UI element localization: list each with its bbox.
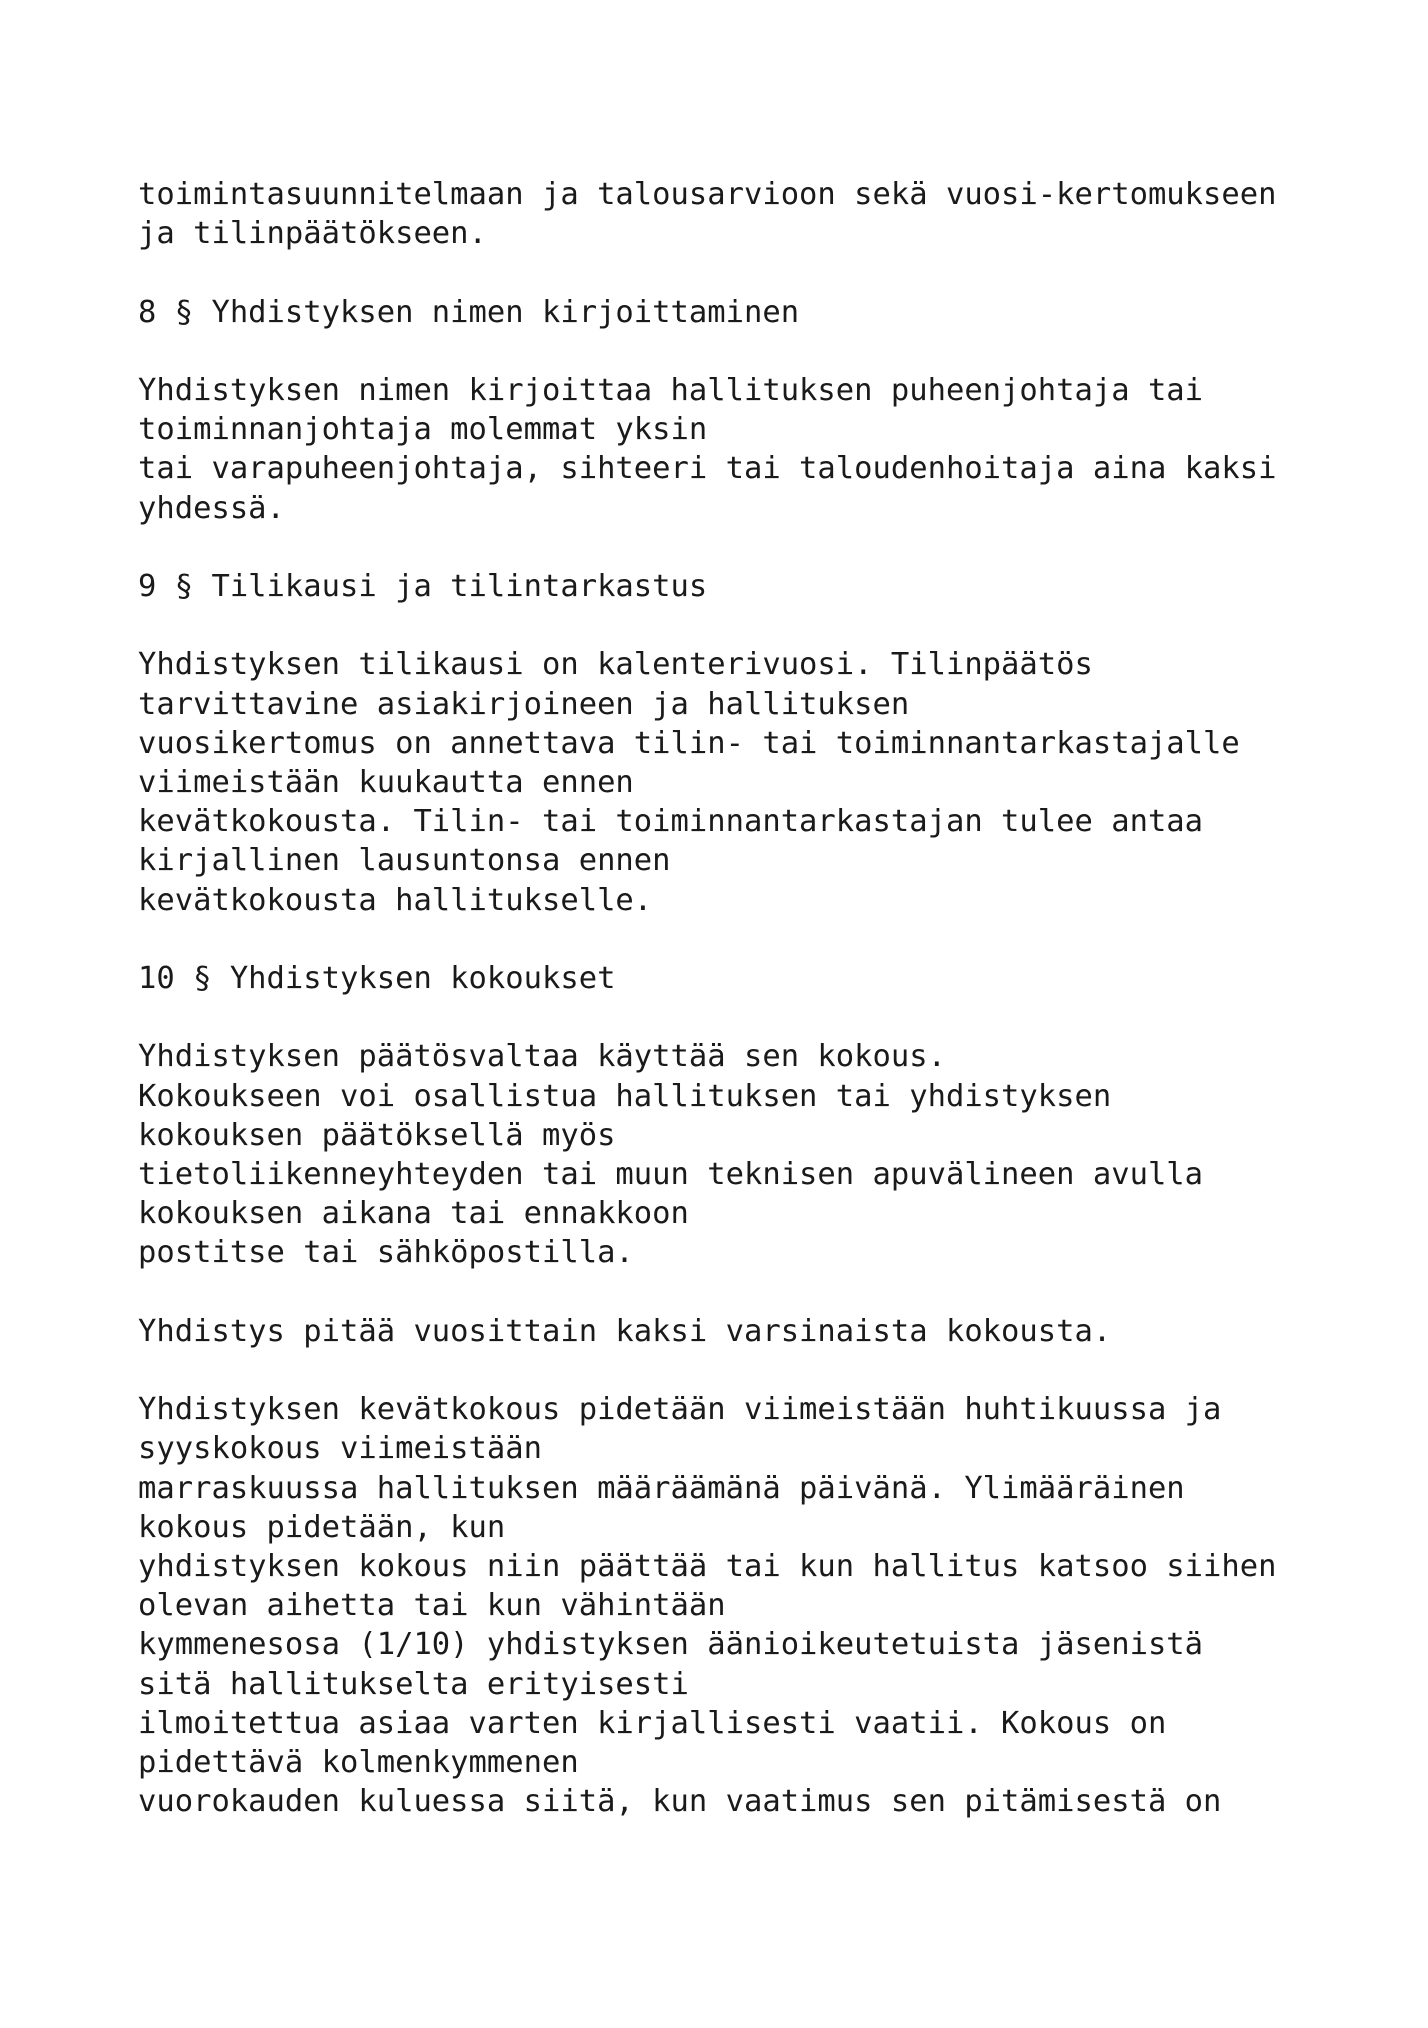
text-line: ilmoitettua asiaa varten kirjallisesti vaatii. Kokous on xyxy=(138,1705,1167,1741)
text-line: vuosikertomus on annettava tilin- tai toiminnantarkastajalle xyxy=(138,725,1240,761)
text-line: Yhdistyksen tilikausi on kalenterivuosi. Tilinpäätös xyxy=(138,647,1093,683)
heading-text: 9 § Tilikausi ja tilintarkastus xyxy=(138,568,708,604)
paragraph xyxy=(138,1390,1338,1821)
text-line: tai varapuheenjohtaja, sihteeri tai taloudenhoitaja aina kaksi xyxy=(138,451,1277,487)
paragraph xyxy=(138,1037,1338,1272)
text-line: marraskuussa hallituksen määräämänä päivänä. Ylimääräinen xyxy=(138,1470,1185,1506)
text-line: toiminnanjohtaja molemmat yksin xyxy=(138,412,708,448)
text-line: Yhdistyksen nimen kirjoittaa hallituksen puheenjohtaja tai xyxy=(138,372,1204,408)
paragraph xyxy=(138,1312,1338,1351)
text-line: kokouksen päätöksellä myös xyxy=(138,1117,616,1153)
document-page xyxy=(138,175,1338,1861)
heading-text: 10 § Yhdistyksen kokoukset xyxy=(138,960,616,996)
text-line: yhdistyksen kokous niin päättää tai kun hallitus katsoo siihen xyxy=(138,1548,1277,1584)
text-line: Kokoukseen voi osallistua hallituksen tai yhdistyksen xyxy=(138,1078,1112,1114)
text-line: ja tilinpäätökseen. xyxy=(138,216,487,252)
section-heading-9 xyxy=(138,567,1338,606)
paragraph xyxy=(138,645,1338,919)
text-line: Yhdistys pitää vuosittain kaksi varsinaista kokousta. xyxy=(138,1313,1112,1349)
text-line: Yhdistyksen päätösvaltaa käyttää sen kokous. xyxy=(138,1039,946,1075)
text-line: kymmenesosa (1/10) yhdistyksen äänioikeutetuista jäsenistä xyxy=(138,1627,1204,1663)
text-line: tarvittavine asiakirjoineen ja hallituksen xyxy=(138,686,910,722)
text-line: yhdessä. xyxy=(138,490,285,526)
section-heading-8 xyxy=(138,293,1338,332)
text-line: Yhdistyksen kevätkokous pidetään viimeistään huhtikuussa ja xyxy=(138,1392,1222,1428)
text-line: viimeistään kuukautta ennen xyxy=(138,764,634,800)
text-line: toimintasuunnitelmaan ja talousarvioon sekä vuosi-kertomukseen xyxy=(138,177,1277,212)
text-line: kirjallinen lausuntonsa ennen xyxy=(138,843,671,879)
text-line: syyskokous viimeistään xyxy=(138,1431,542,1467)
paragraph xyxy=(138,175,1338,253)
text-line: sitä hallitukselta erityisesti xyxy=(138,1666,689,1702)
text-line: postitse tai sähköpostilla. xyxy=(138,1235,634,1271)
text-line: pidettävä kolmenkymmenen xyxy=(138,1745,579,1780)
heading-text: 8 § Yhdistyksen nimen kirjoittaminen xyxy=(138,294,800,330)
text-line: kokouksen aikana tai ennakkoon xyxy=(138,1196,689,1232)
text-line: olevan aihetta tai kun vähintään xyxy=(138,1588,726,1624)
section-heading-10 xyxy=(138,959,1338,998)
text-line: kevätkokousta hallitukselle. xyxy=(138,882,653,918)
text-line: tietoliikenneyhteyden tai muun teknisen apuvälineen avulla xyxy=(138,1156,1204,1192)
text-line: vuorokauden kuluessa siitä, kun vaatimus sen pitämisestä on xyxy=(138,1784,1222,1820)
paragraph xyxy=(138,371,1338,528)
text-line: kevätkokousta. Tilin- tai toiminnantarkastajan tulee antaa xyxy=(138,804,1204,840)
text-line: kokous pidetään, kun xyxy=(138,1509,506,1545)
